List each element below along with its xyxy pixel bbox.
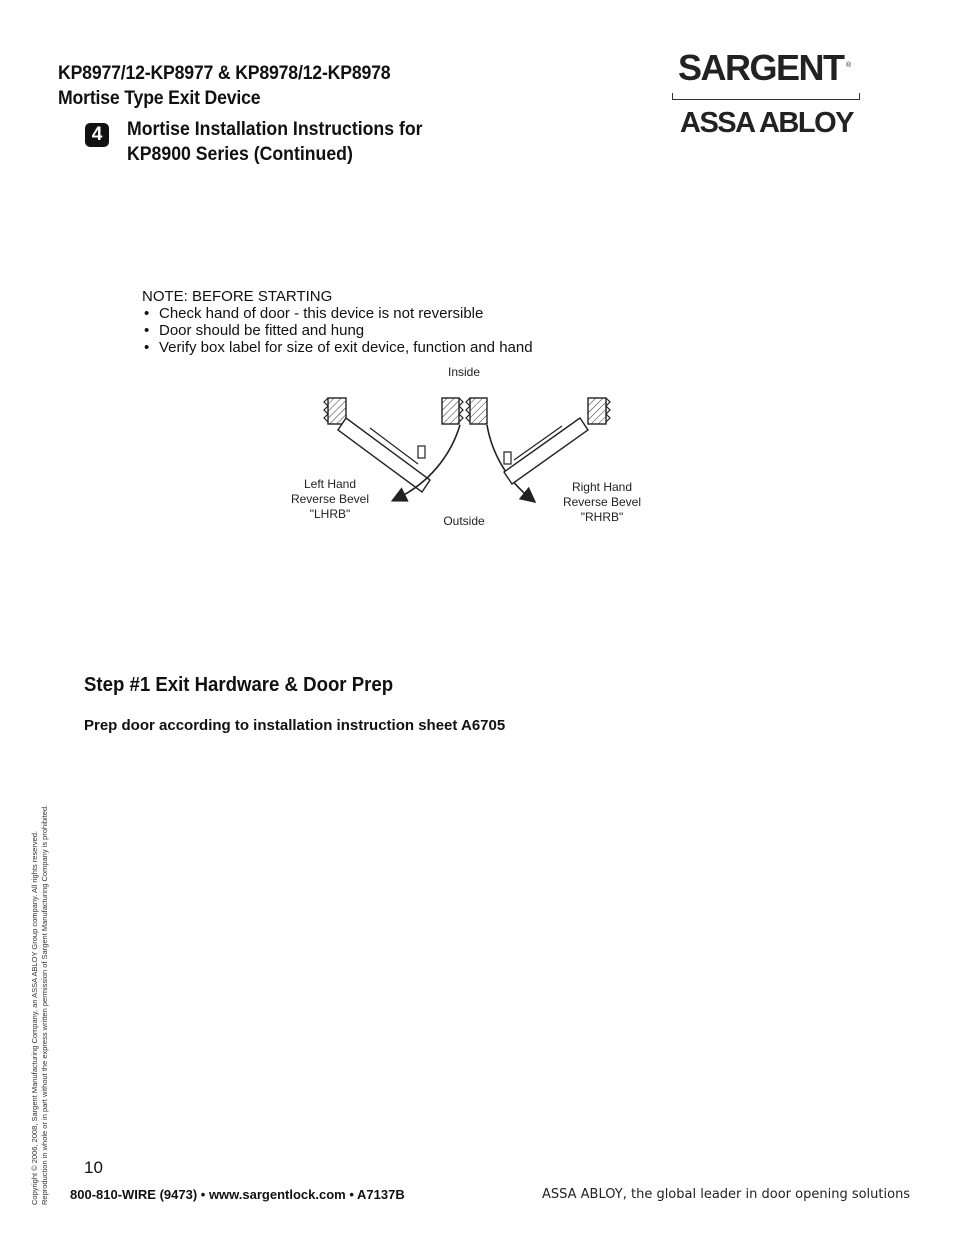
- note-item: • Check hand of door - this device is not reversible: [142, 305, 533, 322]
- left-hand-label: Left Hand: [303, 477, 357, 491]
- sargent-logo: SARGENT: [678, 47, 844, 88]
- page-number: 10: [84, 1158, 103, 1177]
- copyright-line-1: Copyright © 2006, 2008, Sargent Manufacturing Company, an ASSA ABLOY Group company. All rights reserved.: [30, 830, 39, 1205]
- right-jamb: [588, 398, 610, 424]
- before-starting-note: [142, 288, 533, 356]
- assa-abloy-logo: ASSA ABLOY: [680, 107, 853, 139]
- step-number-badge: 4: [85, 123, 109, 147]
- section-title-line-2: KP8900 Series (Continued): [127, 144, 353, 165]
- registered-mark: ®: [846, 62, 852, 69]
- inside-label: Inside: [447, 365, 481, 379]
- title-line-2: Mortise Type Exit Device: [58, 88, 261, 109]
- footer-tagline: ASSA ABLOY, the global leader in door opening solutions: [542, 1187, 911, 1202]
- left-code-label: "LHRB": [309, 507, 351, 521]
- copyright-line-2: Reproduction in whole or in part without the express written permission of Sargent Manufacturing Company is prohibited.: [40, 804, 49, 1205]
- left-jamb: [324, 398, 346, 424]
- right-hand-label: Right Hand: [571, 480, 633, 494]
- left-bevel-label: Reverse Bevel: [290, 492, 370, 506]
- note-item: • Door should be fitted and hung: [142, 322, 533, 339]
- note-item: • Verify box label for size of exit device, function and hand: [142, 339, 533, 356]
- center-jambs: [442, 398, 487, 424]
- copyright-notice: [30, 785, 50, 1205]
- note-heading: NOTE: BEFORE STARTING: [142, 288, 333, 305]
- right-code-label: "RHRB": [580, 510, 624, 524]
- left-swing-arc: [398, 425, 460, 498]
- outside-label: Outside: [443, 514, 485, 528]
- section-title: [127, 117, 423, 167]
- step-1-instruction: Prep door according to installation instruction sheet A6705: [84, 717, 506, 734]
- step-1-heading: Step #1 Exit Hardware & Door Prep: [84, 674, 394, 696]
- title-line-1: KP8977/12-KP8977 & KP8978/12-KP8978: [58, 63, 391, 84]
- note-list: [142, 305, 533, 356]
- door-hand-diagram: [280, 360, 660, 540]
- footer-contact: 800-810-WIRE (9473) • www.sargentlock.com • A7137B: [70, 1187, 405, 1202]
- logo-bracket: [672, 93, 860, 100]
- section-title-line-1: Mortise Installation Instructions for: [127, 119, 423, 140]
- right-bevel-label: Reverse Bevel: [562, 495, 642, 509]
- right-door: [504, 418, 588, 484]
- document-title: [58, 61, 390, 111]
